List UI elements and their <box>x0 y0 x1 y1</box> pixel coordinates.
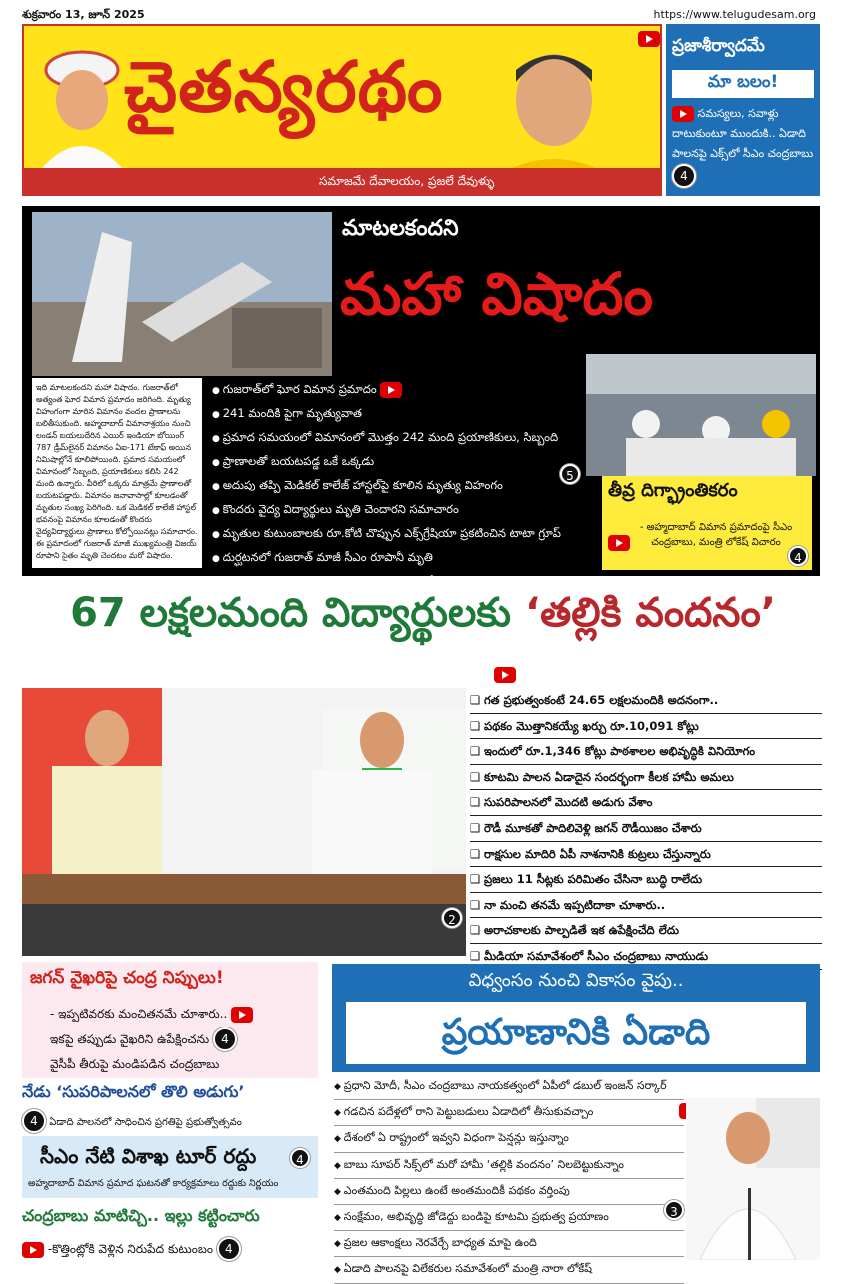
praja-text: సమస్యలు, సవాళ్లు దాటుకుంటూ ముందుకి.. ఏడాది పాలనపై ఎక్స్‌లో సీఎం చంద్రబాబు 4 <box>672 104 814 188</box>
list-item: ◆ దేశంలో ఏ రాష్ట్రంలో ఇవ్వని విధంగా పెన్షన్లు ఇస్తున్నాం <box>334 1126 684 1152</box>
anniversary-banner <box>332 964 820 1072</box>
website-url[interactable]: https://www.telugudesam.org <box>653 8 816 21</box>
needu-block <box>22 1082 318 1133</box>
cm-tour-subtitle: అహ్మదాబాద్ విమాన ప్రమాద ఘటనతో కార్యక్రమాలు రద్దుకు నిర్ణయం <box>28 1178 279 1189</box>
page-number-badge: 4 <box>672 164 696 188</box>
list-item: ◆ గడచిన పదేళ్లలో రాని పెట్టుబడులు ఏడాదిలో తీసుకువచ్చాం <box>334 1100 684 1126</box>
list-item: ◆ ఎంతమంది పిల్లలు ఉంటే అంతమందికీ పథకం వర్తింపు <box>334 1179 684 1205</box>
needu-subtitle: 4 ఏడాది పాలనలో సాధించిన ప్రగతిపై ప్రభుత్వోత్సవం <box>22 1109 318 1133</box>
disaster-kicker: మాటలకందని <box>342 216 459 241</box>
list-item: - ఇప్పటివరకు మంచితనమే చూశారు.. <box>50 1002 253 1027</box>
page-number-badge: 4 <box>290 1148 310 1168</box>
disaster-headline: మహా విషాదం <box>340 260 653 328</box>
youtube-icon[interactable] <box>672 106 694 122</box>
disaster-bullet-list <box>212 378 612 594</box>
list-item: ❑ కూటమి పాలన ఏడాదైన సందర్భంగా కీలక హామీ అమలు <box>470 765 822 791</box>
youtube-icon[interactable] <box>231 1007 253 1023</box>
jagan-box <box>22 962 318 1078</box>
lokesh-photo <box>686 1098 820 1260</box>
youtube-icon[interactable] <box>380 382 402 398</box>
disaster-summary: ఇది మాటలకందని మహా విషాదం. గుజరాత్‌లో అత్యంత ఘోర విమాన ప్రమాదం జరిగింది. మృత్యు విహంగంగా మారిన విమానం వందల ప్రాణాలను బలితీసుకుంది. అహ్మదాబాద్ విమానాశ్రయం నుంచి లండన్ బయలుదేరిన ఎయిర్ ఇండియా బోయింగ్ 787 డ్రీమ్‌లైనర్ విమానం ఏఐ-171 టేకాఫ్ అయిన నిమిషాల్లోనే కూలిపోయింది. ప్రమాద సమయంలో విమానంలో సిబ్బంది, ప్రయాణికులు కలిసి 242 మంది ఉన్నారు. వీరిలో ఒక్కరు మాత్రమే ప్రాణాలతో బయటపడ్డారు. విమానం జనావాసాల్లో కూలడంతో మృతుల సంఖ్య పెరిగింది. ఒక మెడికల్ కాలేజీ హాస్టల్ భవనంపై విమానం కూలడంతో కొందరు వైద్యవిద్యార్థులు ప్రాణాలు కోల్పోయినట్లు సమాచారం. ఈ ప్రమాదంలో గుజరాత్ మాజీ ముఖ్యమంత్రి విజయ్ రూపాని సైతం మృతి చెందటం మరో విషాదం. <box>32 378 202 568</box>
praja-box <box>666 24 820 196</box>
list-item: ◆ సంక్షేమం, అభివృద్ధి జోడెద్దు బండిపై కూటమి ప్రభుత్వ ప్రయాణం <box>334 1205 684 1231</box>
masthead-title: చైతన్యరథం <box>124 46 444 128</box>
main-headline: 67 లక్షలమంది విద్యార్థులకు ‘తల్లికి వందనం’ <box>70 590 776 636</box>
list-item: ● ఘోర ప్రమాదంపై రాష్ట్రపతి ముర్ము, ప్రధాని మోదీ దిగ్భ్రాంతి <box>212 570 612 594</box>
list-item: ◆ బాబు సూపర్ సిక్స్‌లో మరో హామీ ‘తల్లికి వందనం’ నిలబెట్టుకున్నాం <box>334 1153 684 1179</box>
crash-photo <box>32 212 332 376</box>
masthead <box>22 24 662 196</box>
list-item: ❑ రౌడీ మూకతో పాదిలివెళ్లి జగన్ రౌడీయిజం చేశారు <box>470 816 822 842</box>
masthead-tagline: సమాజమే దేవాలయం, ప్రజలే దేవుళ్ళు <box>24 168 662 194</box>
list-item: వైసీపీ తీరుపై మండిపడిన చంద్రబాబు <box>50 1057 220 1071</box>
praja-subtitle: మా బలం! <box>672 70 814 98</box>
page-number-badge: 4 <box>213 1027 237 1051</box>
anniversary-bullet-list <box>334 1074 684 1284</box>
list-item: ❑ అరాచకాలకు పాల్పడితే ఇక ఉపేక్షించేది లేదు <box>470 918 822 944</box>
housing-title: చంద్రబాబు మాటిచ్చి.. ఇల్లు కట్టించారు <box>22 1206 260 1225</box>
ntr-portrait <box>32 44 132 168</box>
list-item: ❑ ప్రజలు 11 సీట్లకు పరిమితం చేసినా బుద్ధి రాలేదు <box>470 867 822 893</box>
list-item: ● 241 మందికి పైగా మృత్యువాత <box>212 402 612 426</box>
youtube-icon[interactable] <box>638 31 660 47</box>
list-item: ◆ ప్రధాని మోదీ, సీఎం చంద్రబాబు నాయకత్వంలో ఏపీలో డబుల్ ఇంజన్ సర్కార్ <box>334 1074 684 1100</box>
page-number-badge: 3 <box>664 1200 684 1220</box>
housing-subtitle: -కొత్తింట్లోకి వెళ్లిన నిరుపేద కుటుంబం 4 <box>22 1237 318 1261</box>
issue-date: శుక్రవారం 13, జూన్ 2025 <box>22 8 145 21</box>
talliki-bullet-list <box>470 688 822 970</box>
list-item: ❑ రాక్షసుల మాదిరి ఏపీ నాశనానికి కుట్రలు చేస్తున్నారు <box>470 842 822 868</box>
list-item: ● మృతుల కుటుంబాలకు రూ.కోటి చొప్పున ఎక్స్‌గ్రేషియా ప్రకటించిన టాటా గ్రూప్ <box>212 522 612 546</box>
list-item: ● కొందరు వైద్య విద్యార్థులు మృతి చెందారని సమాచారం <box>212 498 612 522</box>
list-item: ❑ ఇందులో రూ.1,346 కోట్లు పాఠశాలల అభివృద్ధికి వినియోగం <box>470 739 822 765</box>
list-item: ● ప్రమాద సమయంలో విమానంలో మొత్తం 242 మంది ప్రయాణికులు, సిబ్బంది <box>212 426 612 450</box>
page-number-badge: 4 <box>788 546 808 566</box>
list-item: ❑ సుపరిపాలనలో మొదటి అడుగు వేశాం <box>470 790 822 816</box>
rescue-photo <box>586 354 816 476</box>
reaction-text: - అహ్మదాబాద్ విమాన ప్రమాదంపై సీఎం చంద్రబాబు, మంత్రి లోకేష్ విచారం <box>639 522 793 548</box>
list-item: ● ప్రాణాలతో బయటపడ్డ ఒకే ఒక్కడు <box>212 450 612 474</box>
anniversary-headline: ప్రయాణానికి ఏడాది <box>346 1002 806 1064</box>
list-item: ◆ ప్రజల ఆకాంక్షలు నెరవేర్చే బాధ్యత మాపై ఉంది <box>334 1231 684 1257</box>
list-item: ◆ ఏడాది పాలనపై విలేకరుల సమావేశంలో మంత్రి నారా లోకేష్ <box>334 1257 684 1283</box>
list-item: ❑ పథకం మొత్తానికయ్యే ఖర్చు రూ.10,091 కోట్లు <box>470 714 822 740</box>
cm-tour-title: సీఎం నేటి విశాఖ టూర్ రద్దు <box>40 1144 257 1168</box>
jagan-bullet-list <box>50 1002 253 1077</box>
list-item: ఇకపై తప్పుడు వైఖరిని ఉపేక్షించను 4 <box>50 1027 253 1052</box>
youtube-icon[interactable] <box>22 1242 44 1258</box>
list-item: ● అదుపు తప్పి మెడికల్ కాలేజ్ హాస్టల్‌పై కూలిన మృత్యు విహంగం <box>212 474 612 498</box>
page-number-badge: 5 <box>560 464 580 484</box>
list-item: ❑ మీడియా సమావేశంలో సీఎం చంద్రబాబు నాయుడు <box>470 944 822 970</box>
press-conference-photo <box>22 688 466 956</box>
page-number-badge: 2 <box>442 908 462 928</box>
disaster-section <box>22 206 820 588</box>
jagan-title: జగన్ వైఖరిపై చంద్ర నిప్పులు! <box>30 968 224 988</box>
page-number-badge: 4 <box>22 1109 46 1133</box>
list-item: ● దుర్ఘటనలో గుజరాత్ మాజీ సీఎం రూపానీ మృతి <box>212 546 612 570</box>
reaction-box <box>602 476 812 570</box>
needu-title: నేడు ‘సుపరిపాలనలో తొలి అడుగు’ <box>22 1082 245 1101</box>
youtube-icon[interactable] <box>494 667 516 683</box>
housing-block <box>22 1206 318 1261</box>
list-item: ❑ నా మంచి తనమే ఇప్పటిదాకా చూశారు.. <box>470 893 822 919</box>
reaction-title: తీవ్ర దిగ్భ్రాంతికరం <box>608 480 738 501</box>
cm-tour-box <box>22 1136 318 1198</box>
page-number-badge: 4 <box>217 1237 241 1261</box>
list-item: ❑ గత ప్రభుత్వంకంటే 24.65 లక్షలమందికి అదనంగా.. <box>470 688 822 714</box>
anniversary-kicker: విధ్వంసం నుంచి వికాసం వైపు.. <box>468 970 684 991</box>
list-item: ● గుజరాత్‌లో ఘోర విమాన ప్రమాదం <box>212 378 612 402</box>
praja-title: ప్రజాశీర్వాదమే <box>672 36 765 56</box>
